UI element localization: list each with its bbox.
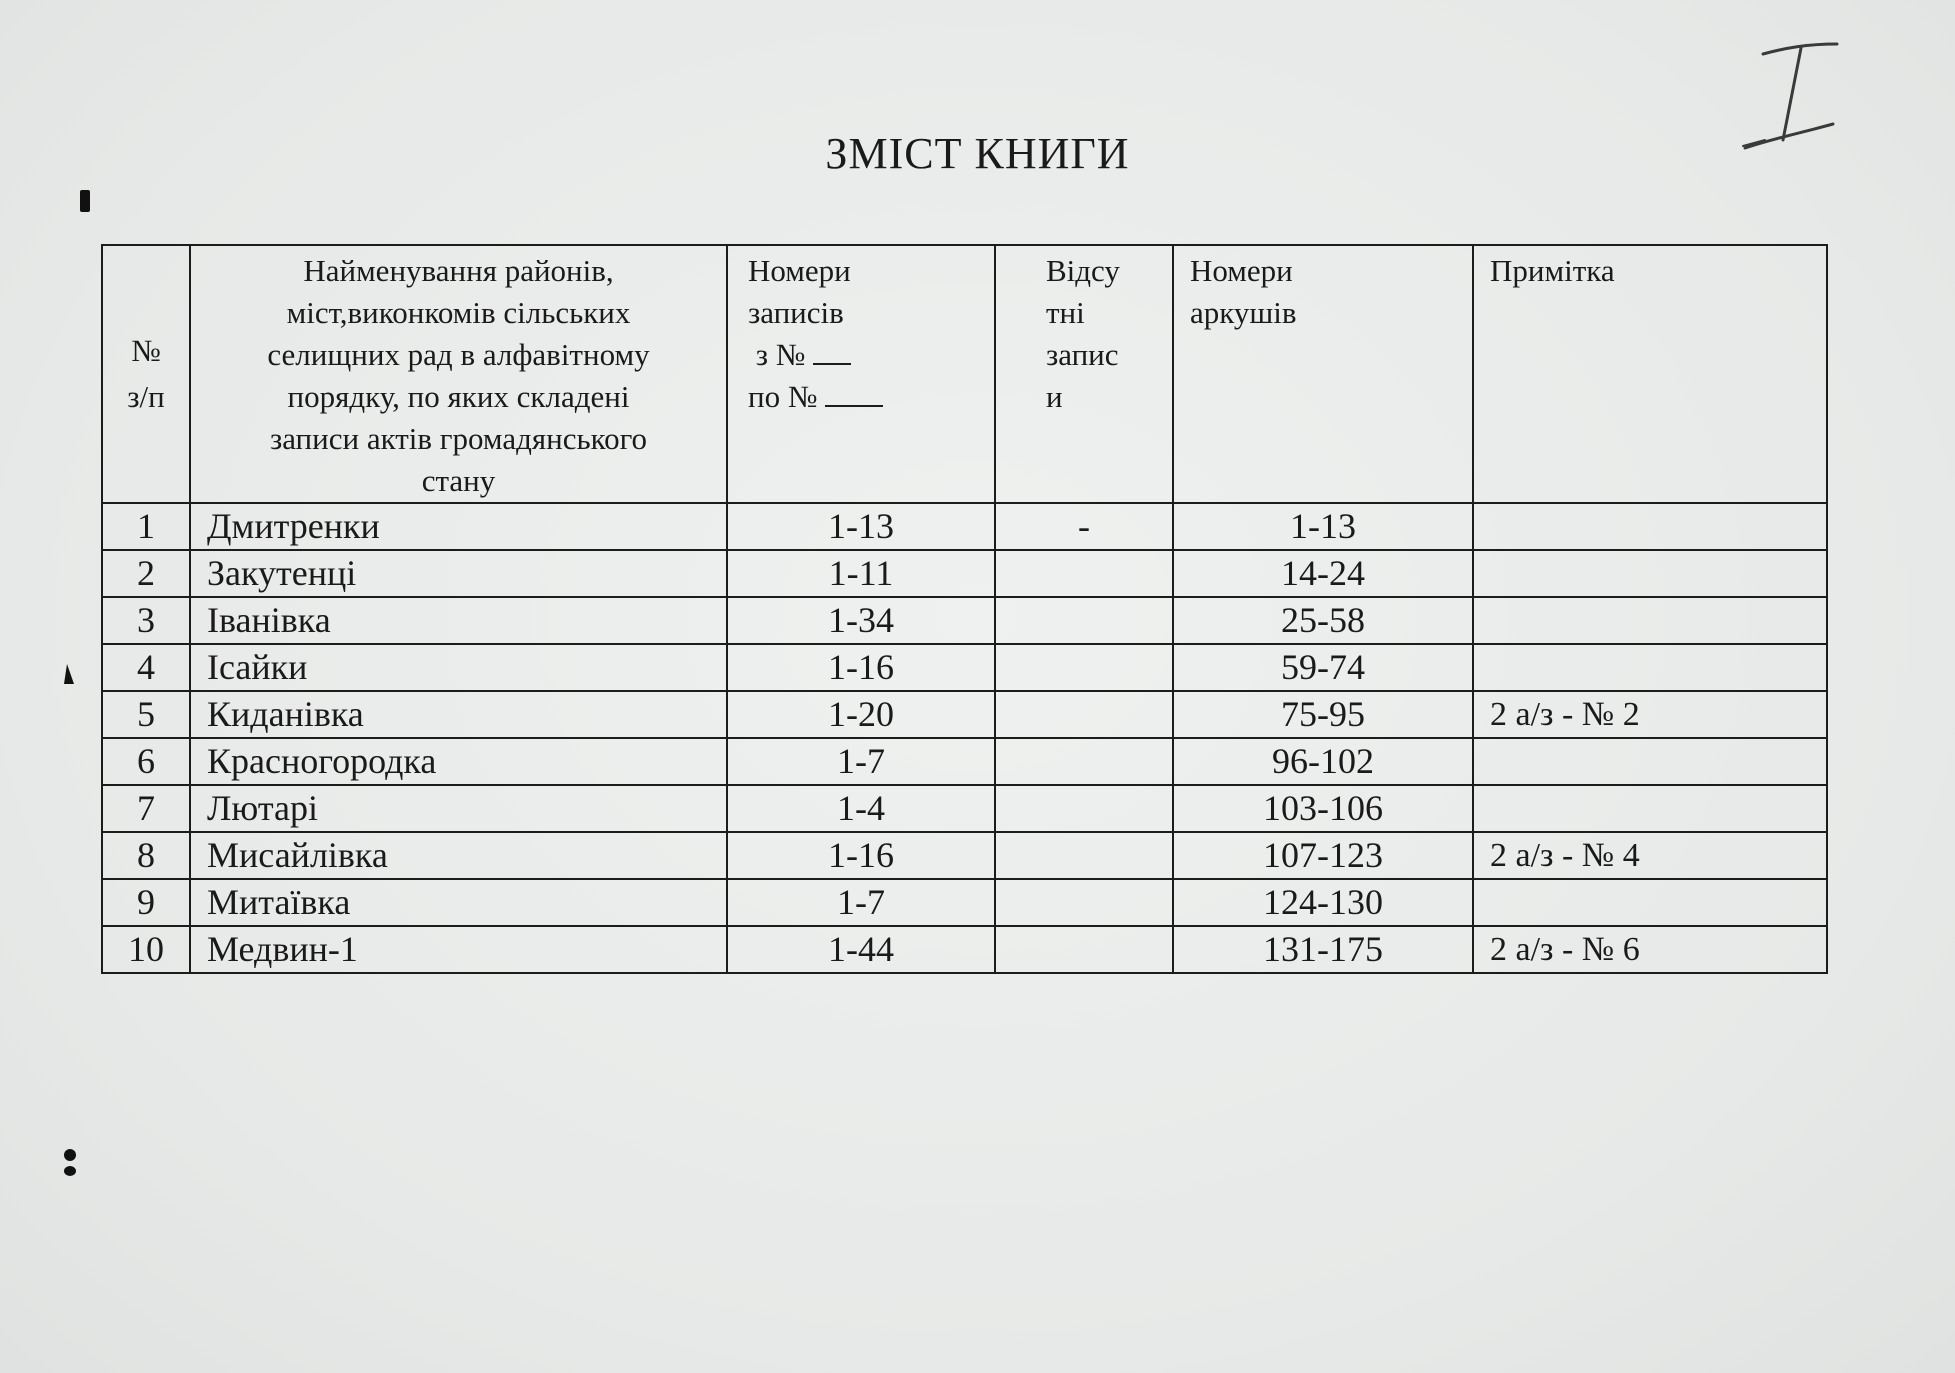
binding-mark-bottom-1 — [64, 1149, 76, 1161]
table-row — [102, 832, 1827, 879]
cell-records: 1-16 — [727, 644, 995, 691]
cell-number: 6 — [102, 738, 190, 785]
cell-records: 1-7 — [727, 738, 995, 785]
header-name-line: стану — [421, 463, 496, 498]
header-records-to: по № — [748, 379, 818, 414]
cell-number: 2 — [102, 550, 190, 597]
cell-missing: - — [995, 503, 1173, 550]
header-record-numbers — [727, 245, 995, 503]
header-records-line: Номери — [748, 253, 851, 288]
header-sheets-line: аркушів — [1190, 295, 1297, 330]
header-missing-line: и — [1046, 379, 1063, 414]
cell-name: Мисайлівка — [190, 832, 727, 879]
cell-note — [1473, 597, 1827, 644]
cell-number: 3 — [102, 597, 190, 644]
cell-number: 4 — [102, 644, 190, 691]
cell-records: 1-34 — [727, 597, 995, 644]
table-row — [102, 926, 1827, 973]
cell-number: 8 — [102, 832, 190, 879]
header-note — [1473, 245, 1827, 503]
cell-number: 10 — [102, 926, 190, 973]
cell-records: 1-13 — [727, 503, 995, 550]
header-sheet-numbers — [1173, 245, 1473, 503]
cell-sheets: 124-130 — [1173, 879, 1473, 926]
header-name-line: порядку, по яких складені — [287, 379, 630, 414]
cell-missing — [995, 644, 1173, 691]
cell-number: 7 — [102, 785, 190, 832]
cell-sheets: 59-74 — [1173, 644, 1473, 691]
header-name-line: Найменування районів, — [303, 253, 614, 288]
cell-number: 5 — [102, 691, 190, 738]
header-name-line: селищних рад в алфавітному — [267, 337, 650, 372]
cell-name: Митаївка — [190, 879, 727, 926]
header-name-line: міст,виконкомів сільських — [286, 295, 631, 330]
cell-records: 1-44 — [727, 926, 995, 973]
binding-mark-middle — [64, 664, 74, 684]
table-row — [102, 691, 1827, 738]
cell-note — [1473, 550, 1827, 597]
cell-records: 1-7 — [727, 879, 995, 926]
header-records-line — [748, 334, 994, 376]
table-row — [102, 597, 1827, 644]
table-body — [102, 503, 1827, 973]
cell-name: Лютарі — [190, 785, 727, 832]
cell-records: 1-11 — [727, 550, 995, 597]
header-sheets-line: Номери — [1190, 253, 1293, 288]
binding-mark-bottom-2 — [64, 1166, 76, 1176]
cell-name: Медвин-1 — [190, 926, 727, 973]
cell-missing — [995, 785, 1173, 832]
table-header-row — [102, 245, 1827, 503]
cell-note — [1473, 879, 1827, 926]
header-missing-line: Відсу — [1046, 253, 1120, 288]
header-number-line: з/п — [127, 379, 165, 414]
cell-name: Красногородка — [190, 738, 727, 785]
table-row — [102, 503, 1827, 550]
document-title: ЗМІСТ КНИГИ — [825, 129, 1130, 178]
cell-sheets: 14-24 — [1173, 550, 1473, 597]
table-row — [102, 644, 1827, 691]
cell-note — [1473, 738, 1827, 785]
cell-sheets: 1-13 — [1173, 503, 1473, 550]
header-note-line: Примітка — [1490, 253, 1615, 288]
table-row — [102, 879, 1827, 926]
contents-table — [101, 244, 1828, 974]
cell-sheets: 103-106 — [1173, 785, 1473, 832]
cell-note — [1473, 503, 1827, 550]
handwritten-roman-numeral-mark — [1735, 40, 1845, 160]
cell-note: 2 а/з - № 4 — [1473, 832, 1827, 879]
cell-note: 2 а/з - № 2 — [1473, 691, 1827, 738]
header-number — [102, 245, 190, 503]
blank-line — [813, 335, 851, 365]
table-row — [102, 785, 1827, 832]
cell-number: 1 — [102, 503, 190, 550]
cell-sheets: 131-175 — [1173, 926, 1473, 973]
cell-note — [1473, 785, 1827, 832]
cell-note — [1473, 644, 1827, 691]
header-records-line — [748, 376, 994, 418]
header-number-line: № — [131, 333, 161, 368]
cell-sheets: 25-58 — [1173, 597, 1473, 644]
cell-sheets: 75-95 — [1173, 691, 1473, 738]
table-row — [102, 550, 1827, 597]
cell-sheets: 96-102 — [1173, 738, 1473, 785]
cell-name: Іванівка — [190, 597, 727, 644]
cell-missing — [995, 550, 1173, 597]
header-missing-line: запис — [1046, 337, 1119, 372]
binding-mark-top — [80, 190, 90, 212]
cell-missing — [995, 926, 1173, 973]
header-missing-records — [995, 245, 1173, 503]
cell-missing — [995, 832, 1173, 879]
cell-name: Закутенці — [190, 550, 727, 597]
cell-name: Киданівка — [190, 691, 727, 738]
cell-missing — [995, 597, 1173, 644]
cell-missing — [995, 879, 1173, 926]
cell-records: 1-16 — [727, 832, 995, 879]
cell-records: 1-4 — [727, 785, 995, 832]
header-records-line: записів — [748, 295, 844, 330]
cell-missing — [995, 691, 1173, 738]
cell-missing — [995, 738, 1173, 785]
blank-line — [825, 377, 883, 407]
cell-sheets: 107-123 — [1173, 832, 1473, 879]
header-name — [190, 245, 727, 503]
cell-note: 2 а/з - № 6 — [1473, 926, 1827, 973]
cell-records: 1-20 — [727, 691, 995, 738]
header-missing-line: тні — [1046, 295, 1085, 330]
header-records-from: з № — [755, 337, 806, 372]
cell-number: 9 — [102, 879, 190, 926]
cell-name: Дмитренки — [190, 503, 727, 550]
cell-name: Ісайки — [190, 644, 727, 691]
header-name-line: записи актів громадянського — [269, 421, 648, 456]
table-row — [102, 738, 1827, 785]
